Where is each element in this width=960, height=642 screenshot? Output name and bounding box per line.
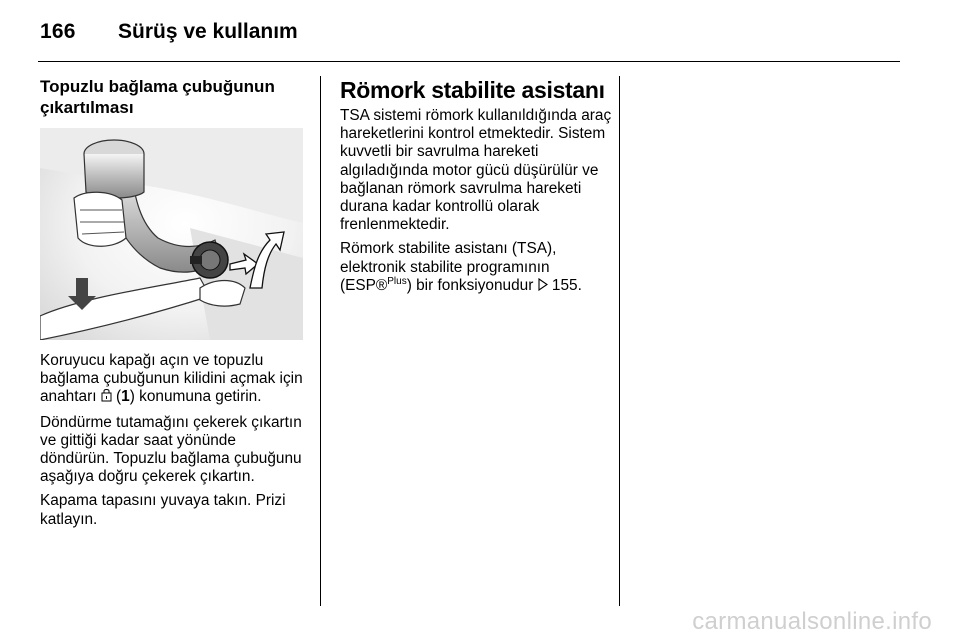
left-column-heading <box>40 76 305 118</box>
instruction-paragraph-1: Koruyucu kapağı açın ve topuzlu bağlama çubuğunun kilidini açmak için anahtarı (1) konumuna getirin. <box>40 352 308 408</box>
page-number: 166 <box>40 20 76 43</box>
section-title: Sürüş ve kullanım <box>118 20 298 43</box>
tsa-paragraph-1: TSA sistemi römork kullanıldığında araç hareketlerini kontrol etmektedir. Sistem kuvvetli bir savrulma hareketi algıladığında motor gücü düşürülür ve bağlanan römork savrulma hareketi durana kadar kontrollü olarak frenlenmektedir. <box>340 107 612 234</box>
column-divider-1 <box>320 76 321 606</box>
key-lock-icon <box>101 388 112 407</box>
right-column-body <box>340 107 612 302</box>
header-rule <box>38 61 900 62</box>
tow-bar-removal-illustration <box>40 128 303 340</box>
watermark: carmanualsonline.info <box>692 608 932 635</box>
heading-line-2: çıkartılması <box>40 98 134 117</box>
left-column-body <box>40 352 308 535</box>
page-reference-link[interactable]: 155. <box>551 276 582 294</box>
heading-line-1: Topuzlu bağlama çubuğunun <box>40 77 275 96</box>
instruction-paragraph-2: Döndürme tutamağını çekerek çıkartın ve gittiği kadar saat yönünde döndürün. Topuzlu bağlama çubuğunu aşağıya doğru çekerek çıkartın. <box>40 413 302 486</box>
page-reference-arrow-icon <box>538 278 548 296</box>
right-column-heading <box>340 76 610 104</box>
tsa-heading: Römork stabilite asistanı <box>340 77 605 103</box>
instruction-paragraph-3: Kapama tapasını yuvaya takın. Prizi katlayın. <box>40 492 286 528</box>
tsa-paragraph-2: Römork stabilite asistanı (TSA), elektronik stabilite programının (ESP®$^{Plus}$) bir fonksiyonudur 155. <box>340 240 612 296</box>
column-divider-2 <box>619 76 620 606</box>
